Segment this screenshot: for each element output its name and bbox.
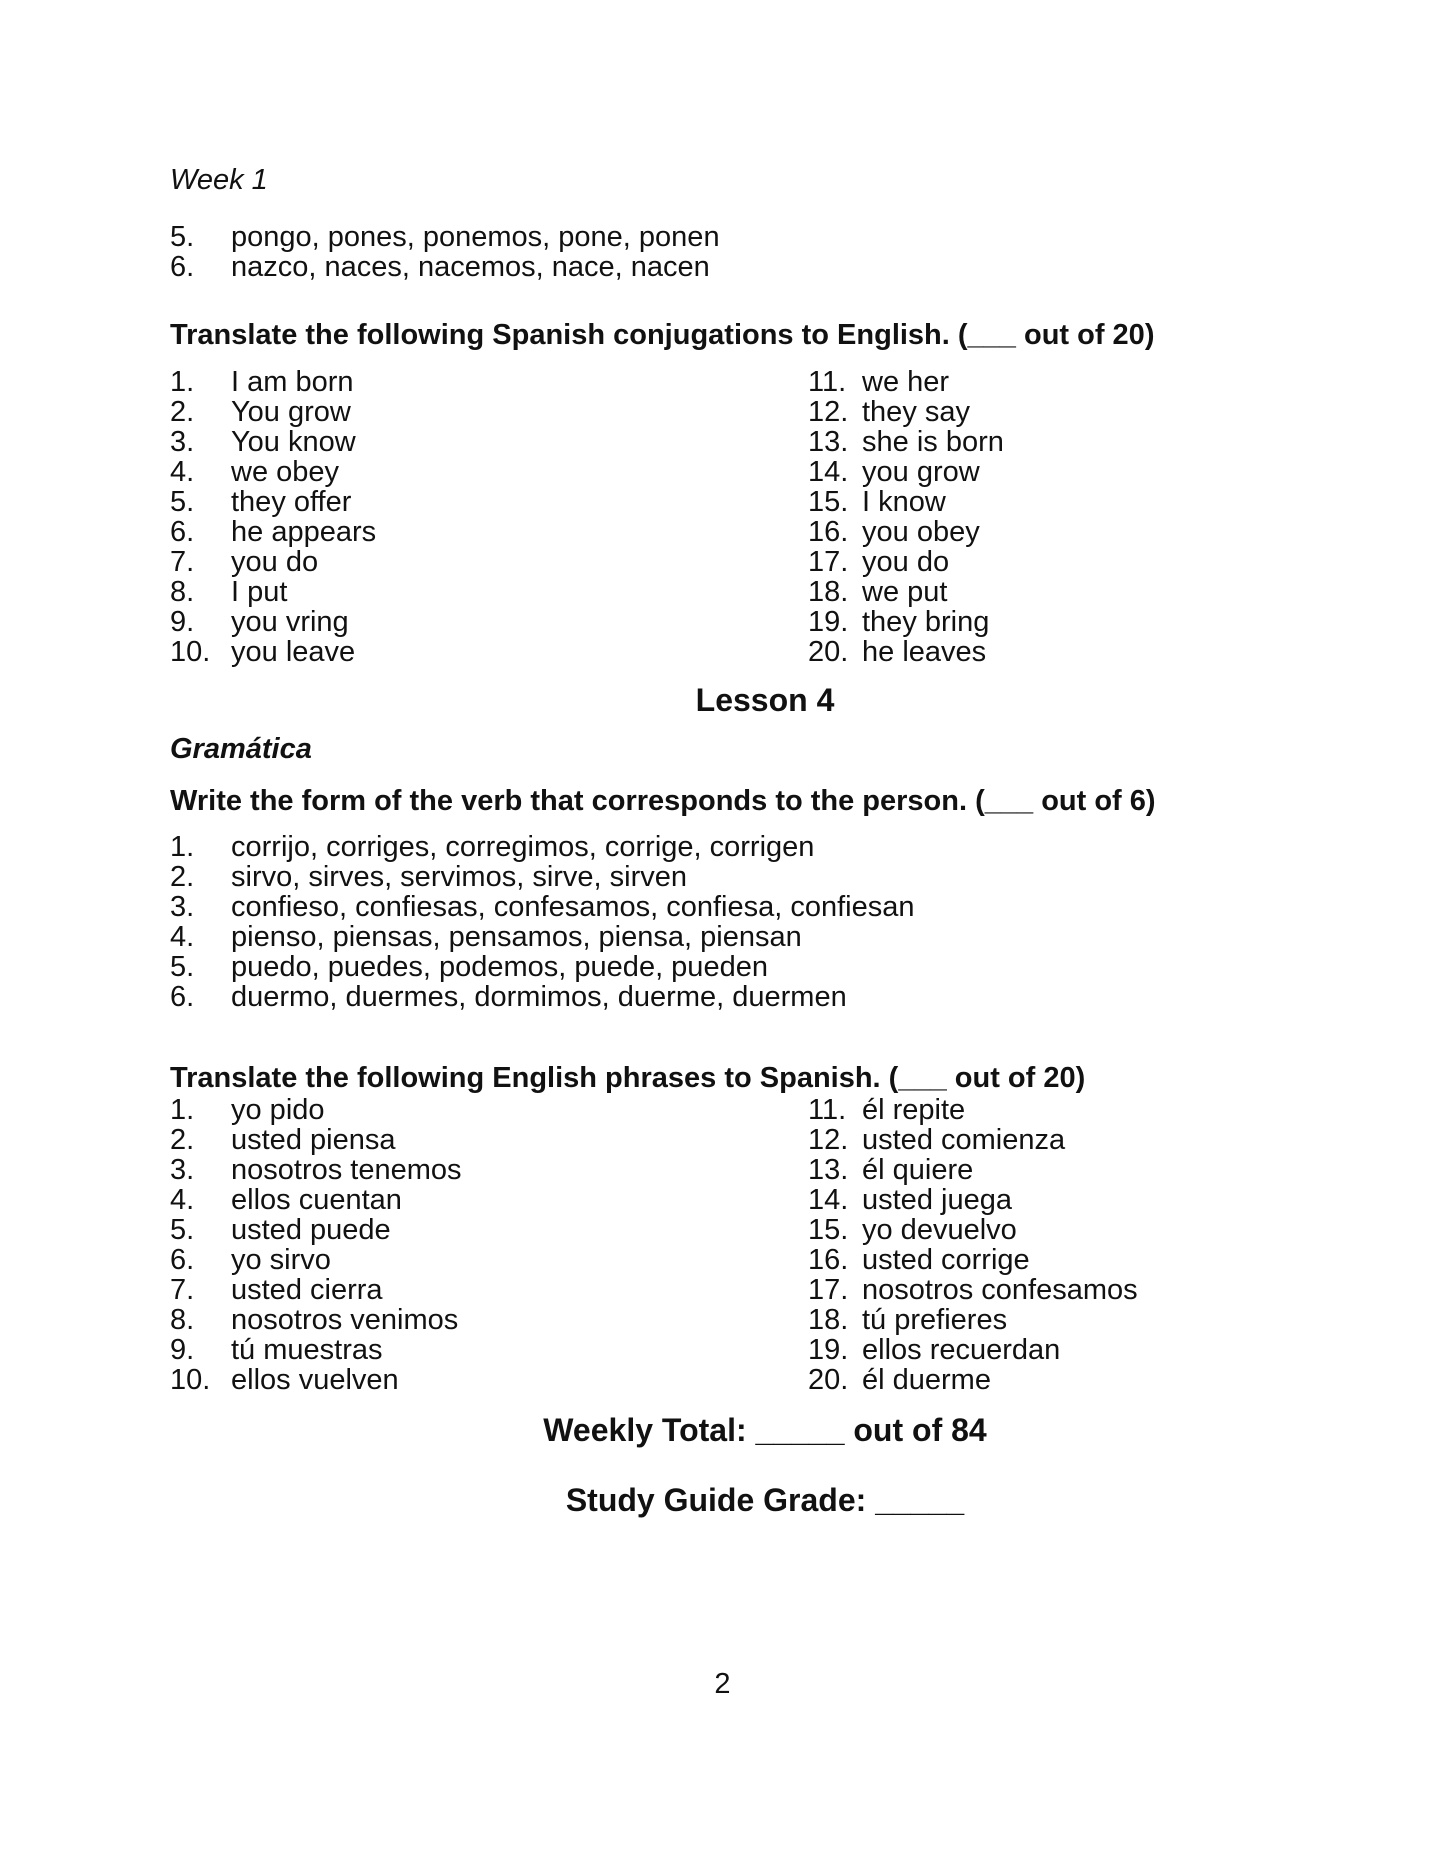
list-item bbox=[170, 427, 808, 457]
item-number: 14. bbox=[808, 456, 849, 488]
item-number: 1. bbox=[170, 1094, 195, 1126]
item-text: they offer bbox=[231, 486, 352, 518]
item-number: 11. bbox=[808, 366, 847, 398]
list-item bbox=[808, 397, 1360, 427]
list-item bbox=[808, 577, 1360, 607]
item-text: yo pido bbox=[231, 1094, 325, 1126]
item-number: 14. bbox=[808, 1184, 849, 1216]
item-number: 10. bbox=[170, 636, 211, 668]
item-number: 11. bbox=[808, 1094, 847, 1126]
list-item bbox=[808, 517, 1360, 547]
list-item bbox=[808, 1125, 1360, 1155]
week-label: Week 1 bbox=[170, 164, 268, 196]
weekly-total-line: Weekly Total: _____ out of 84 bbox=[543, 1412, 987, 1448]
english-to-spanish-heading: Translate the following English phrases to Spanish. (___ out of 20) bbox=[170, 1062, 1086, 1094]
item-text: I put bbox=[231, 576, 288, 608]
list-item bbox=[808, 1095, 1360, 1125]
item-number: 15. bbox=[808, 1214, 849, 1246]
list-item bbox=[808, 1245, 1360, 1275]
item-number: 5. bbox=[170, 951, 195, 983]
list-column-left bbox=[170, 1095, 808, 1395]
item-number: 15. bbox=[808, 486, 849, 518]
item-number: 12. bbox=[808, 1124, 849, 1156]
list-item bbox=[170, 922, 915, 952]
item-text: we her bbox=[862, 366, 950, 398]
list-item bbox=[170, 1095, 808, 1125]
list-item bbox=[808, 637, 1360, 667]
list-item bbox=[170, 1155, 808, 1185]
item-text: tú prefieres bbox=[862, 1304, 1008, 1336]
item-text: she is born bbox=[862, 426, 1004, 458]
item-text: nosotros confesamos bbox=[862, 1274, 1138, 1306]
item-number: 18. bbox=[808, 1304, 849, 1336]
list-item bbox=[808, 1335, 1360, 1365]
list-item bbox=[170, 1335, 808, 1365]
verb-forms-list bbox=[170, 832, 915, 1012]
lesson-subtitle: Gramática bbox=[170, 733, 312, 765]
list-item bbox=[808, 1275, 1360, 1305]
list-item bbox=[170, 457, 808, 487]
item-text: you grow bbox=[862, 456, 980, 488]
item-text: él duerme bbox=[862, 1364, 991, 1396]
list-item bbox=[170, 1215, 808, 1245]
list-item bbox=[170, 1365, 808, 1395]
list-item bbox=[170, 637, 808, 667]
item-text: we put bbox=[862, 576, 948, 608]
list-item bbox=[808, 487, 1360, 517]
list-column-left bbox=[170, 367, 808, 667]
item-number: 5. bbox=[170, 486, 195, 518]
list-item bbox=[170, 1125, 808, 1155]
item-text: usted cierra bbox=[231, 1274, 383, 1306]
item-text: duermo, duermes, dormimos, duerme, duermen bbox=[231, 981, 847, 1013]
item-text: he appears bbox=[231, 516, 377, 548]
item-number: 6. bbox=[170, 251, 195, 283]
item-text: nazco, naces, nacemos, nace, nacen bbox=[231, 251, 710, 283]
item-text: confieso, confiesas, confesamos, confiesa, confiesan bbox=[231, 891, 915, 923]
item-number: 3. bbox=[170, 426, 195, 458]
page-number: 2 bbox=[714, 1668, 731, 1700]
item-text: usted juega bbox=[862, 1184, 1012, 1216]
item-number: 13. bbox=[808, 426, 849, 458]
item-text: You know bbox=[231, 426, 356, 458]
list-item bbox=[808, 1305, 1360, 1335]
item-text: ellos vuelven bbox=[231, 1364, 399, 1396]
list-item bbox=[170, 222, 720, 252]
item-number: 9. bbox=[170, 606, 195, 638]
list-item bbox=[170, 517, 808, 547]
item-number: 5. bbox=[170, 1214, 195, 1246]
item-number: 20. bbox=[808, 1364, 849, 1396]
list-item bbox=[808, 1185, 1360, 1215]
item-number: 2. bbox=[170, 861, 195, 893]
item-text: nosotros venimos bbox=[231, 1304, 459, 1336]
item-number: 2. bbox=[170, 396, 195, 428]
item-text: he leaves bbox=[862, 636, 987, 668]
item-number: 18. bbox=[808, 576, 849, 608]
item-number: 13. bbox=[808, 1154, 849, 1186]
item-text: we obey bbox=[231, 456, 340, 488]
list-item bbox=[170, 952, 915, 982]
item-number: 1. bbox=[170, 831, 195, 863]
item-number: 5. bbox=[170, 221, 195, 253]
item-text: nosotros tenemos bbox=[231, 1154, 462, 1186]
list-item bbox=[808, 427, 1360, 457]
list-item bbox=[808, 367, 1360, 397]
spanish-to-english-heading: Translate the following Spanish conjugations to English. (___ out of 20) bbox=[170, 319, 1155, 351]
study-guide-grade-line: Study Guide Grade: _____ bbox=[565, 1482, 965, 1518]
item-text: you do bbox=[862, 546, 950, 578]
item-text: puedo, puedes, podemos, puede, pueden bbox=[231, 951, 768, 983]
item-number: 6. bbox=[170, 1244, 195, 1276]
item-number: 8. bbox=[170, 1304, 195, 1336]
item-number: 8. bbox=[170, 576, 195, 608]
list-item bbox=[170, 547, 808, 577]
item-number: 2. bbox=[170, 1124, 195, 1156]
item-number: 3. bbox=[170, 1154, 195, 1186]
item-number: 17. bbox=[808, 546, 849, 578]
list-item bbox=[170, 982, 915, 1012]
item-text: they say bbox=[862, 396, 970, 428]
english-to-spanish-list bbox=[170, 1095, 1360, 1395]
item-text: pongo, pones, ponemos, pone, ponen bbox=[231, 221, 720, 253]
item-text: I am born bbox=[231, 366, 354, 398]
item-number: 4. bbox=[170, 456, 195, 488]
item-text: él quiere bbox=[862, 1154, 974, 1186]
list-item bbox=[170, 1275, 808, 1305]
list-item bbox=[170, 252, 720, 282]
item-text: tú muestras bbox=[231, 1334, 383, 1366]
list-item bbox=[170, 1305, 808, 1335]
item-number: 19. bbox=[808, 606, 849, 638]
item-text: corrijo, corriges, corregimos, corrige, corrigen bbox=[231, 831, 815, 863]
item-text: usted puede bbox=[231, 1214, 391, 1246]
item-number: 10. bbox=[170, 1364, 211, 1396]
list-item bbox=[170, 1185, 808, 1215]
list-item bbox=[808, 547, 1360, 577]
item-number: 3. bbox=[170, 891, 195, 923]
item-text: I know bbox=[862, 486, 946, 518]
verb-forms-heading: Write the form of the verb that corresponds to the person. (___ out of 6) bbox=[170, 785, 1156, 817]
item-number: 20. bbox=[808, 636, 849, 668]
list-item bbox=[808, 607, 1360, 637]
item-text: usted piensa bbox=[231, 1124, 396, 1156]
item-number: 6. bbox=[170, 516, 195, 548]
list-item bbox=[170, 1245, 808, 1275]
item-number: 17. bbox=[808, 1274, 849, 1306]
previous-exercise-list bbox=[170, 222, 720, 282]
item-text: yo devuelvo bbox=[862, 1214, 1017, 1246]
item-text: ellos recuerdan bbox=[862, 1334, 1061, 1366]
item-text: usted corrige bbox=[862, 1244, 1030, 1276]
list-item bbox=[808, 457, 1360, 487]
item-text: you do bbox=[231, 546, 319, 578]
item-number: 1. bbox=[170, 366, 195, 398]
item-number: 7. bbox=[170, 546, 195, 578]
list-item bbox=[170, 832, 915, 862]
item-text: you obey bbox=[862, 516, 980, 548]
list-item bbox=[808, 1365, 1360, 1395]
list-item bbox=[808, 1155, 1360, 1185]
item-text: you vring bbox=[231, 606, 349, 638]
list-column-right bbox=[808, 367, 1360, 667]
list-item bbox=[808, 1215, 1360, 1245]
item-text: él repite bbox=[862, 1094, 966, 1126]
item-text: they bring bbox=[862, 606, 990, 638]
item-text: You grow bbox=[231, 396, 351, 428]
list-item bbox=[170, 892, 915, 922]
item-number: 12. bbox=[808, 396, 849, 428]
list-item bbox=[170, 862, 915, 892]
item-number: 16. bbox=[808, 516, 849, 548]
item-number: 7. bbox=[170, 1274, 195, 1306]
spanish-to-english-list bbox=[170, 367, 1360, 667]
list-item bbox=[170, 487, 808, 517]
item-text: ellos cuentan bbox=[231, 1184, 402, 1216]
item-number: 4. bbox=[170, 1184, 195, 1216]
item-number: 19. bbox=[808, 1334, 849, 1366]
item-text: usted comienza bbox=[862, 1124, 1066, 1156]
item-text: yo sirvo bbox=[231, 1244, 331, 1276]
list-item bbox=[170, 397, 808, 427]
item-text: pienso, piensas, pensamos, piensa, piensan bbox=[231, 921, 802, 953]
item-number: 4. bbox=[170, 921, 195, 953]
list-item bbox=[170, 577, 808, 607]
list-item bbox=[170, 607, 808, 637]
list-item bbox=[170, 367, 808, 397]
item-text: sirvo, sirves, servimos, sirve, sirven bbox=[231, 861, 688, 893]
item-number: 6. bbox=[170, 981, 195, 1013]
lesson-title: Lesson 4 bbox=[695, 682, 835, 718]
list-column-right bbox=[808, 1095, 1360, 1395]
item-number: 16. bbox=[808, 1244, 849, 1276]
item-number: 9. bbox=[170, 1334, 195, 1366]
item-text: you leave bbox=[231, 636, 356, 668]
